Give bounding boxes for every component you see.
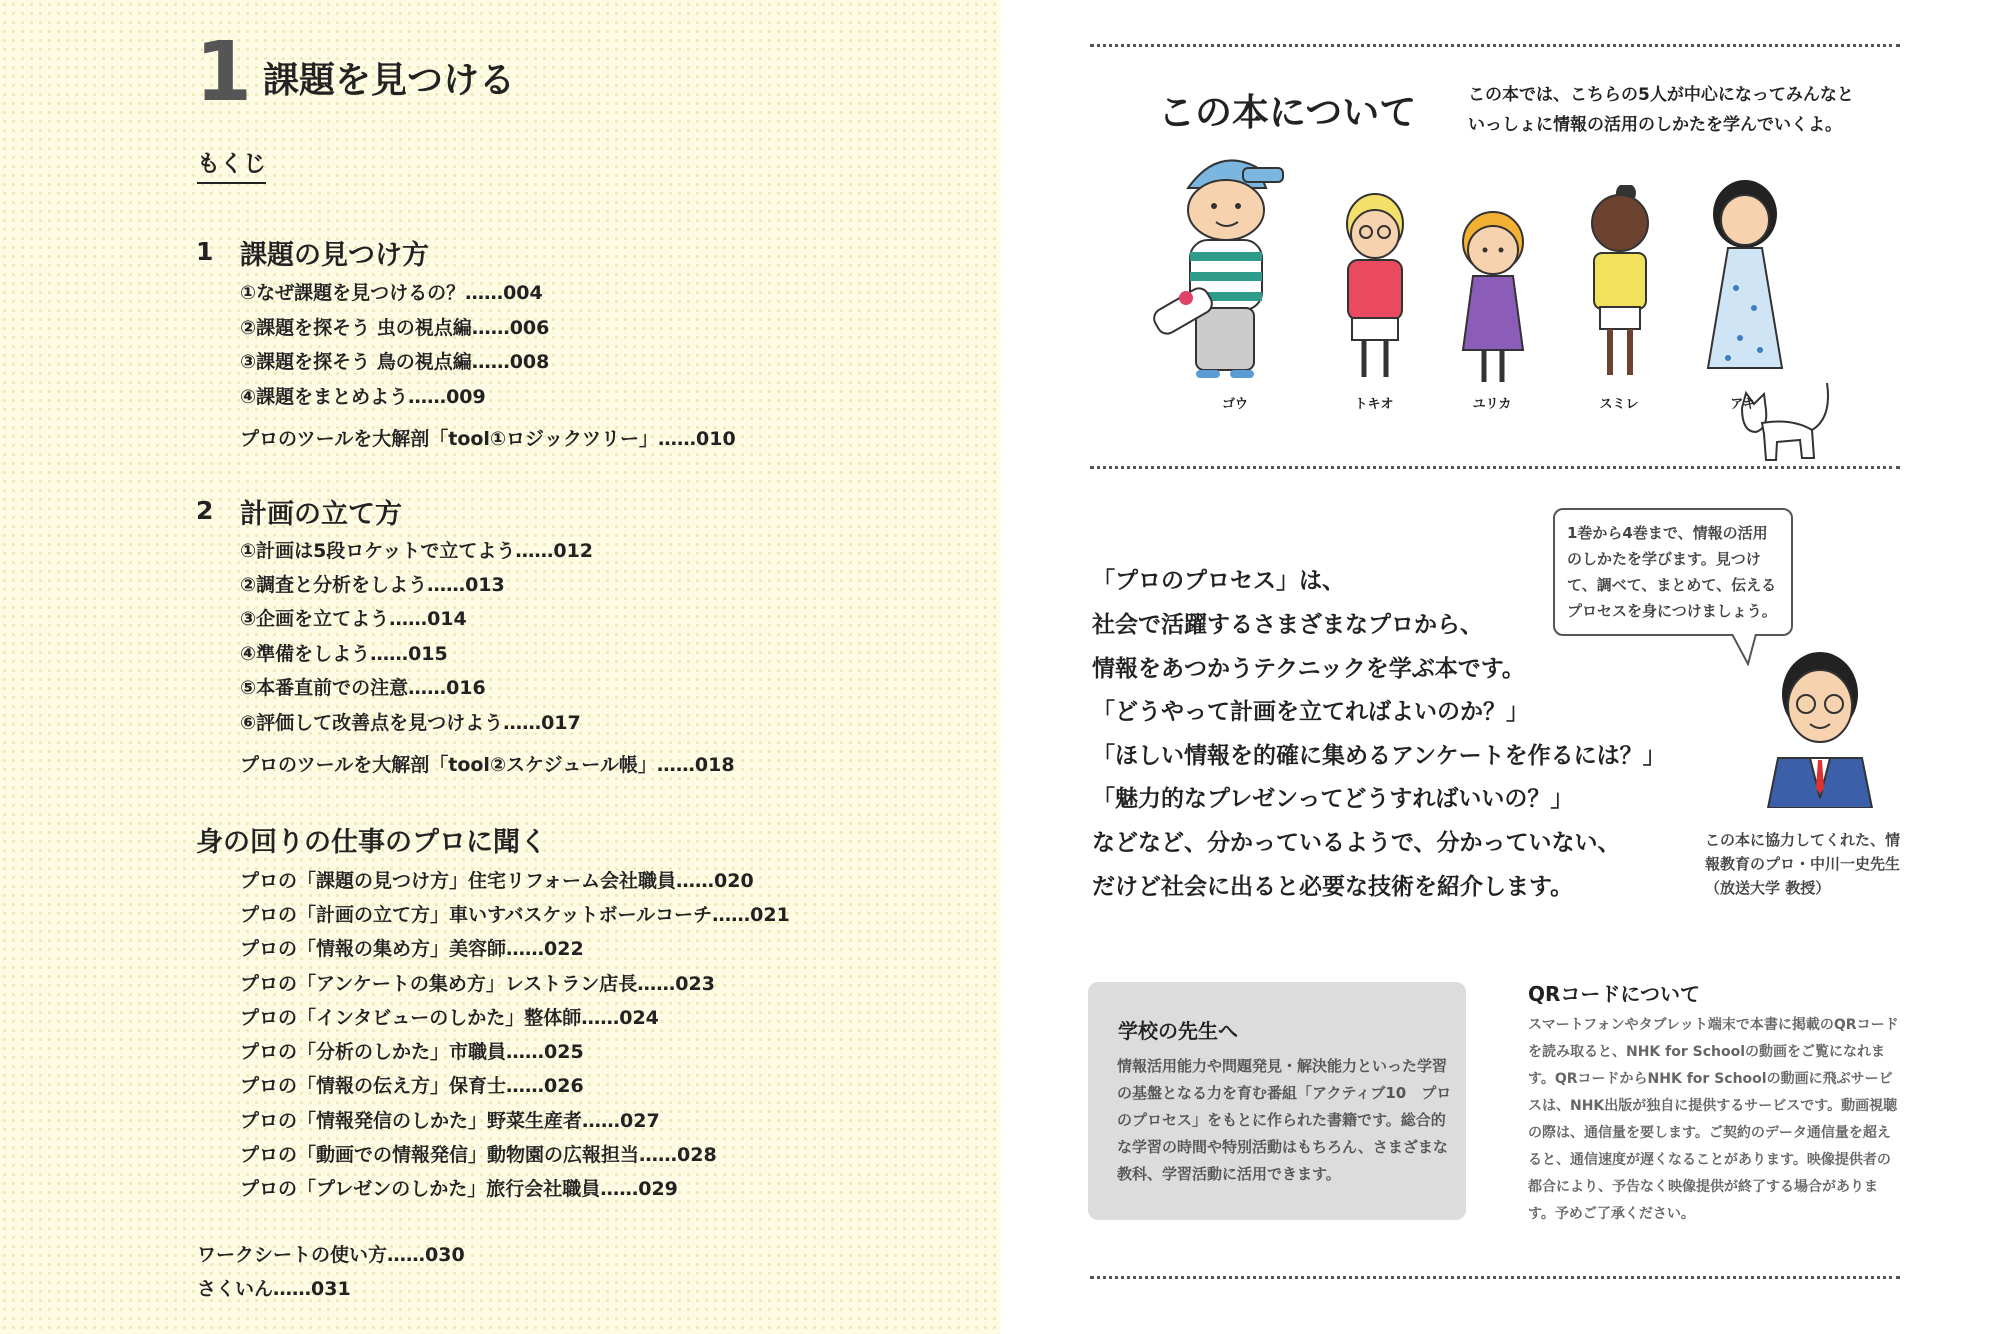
toc-item[interactable]: ③課題を探そう 鳥の視点編……008 [240,351,550,373]
character-yurika-illustration [1448,210,1538,395]
toc-heading: もくじ [197,145,266,184]
speech-bubble: 1巻から4巻まで、情報の活用のしかたを学びます。見つけて、調べて、まとめて、伝えるプロセスを身につけましょう。 [1553,508,1793,636]
toc-pro-item[interactable]: プロの「情報の伝え方」保育士……026 [240,1075,584,1097]
toc-item[interactable]: ⑥評価して改善点を見つけよう……017 [240,712,581,734]
section-number: 1 [196,237,214,266]
character-name: スミレ [1599,397,1639,412]
qr-heading: QRコードについて [1528,982,1701,1006]
intro-line: 「魅力的なプレゼンってどうすればいいの？」 [1092,786,1574,812]
character-sumire-illustration [1570,185,1670,390]
toc-pro-item[interactable]: プロの「情報の集め方」美容師……022 [240,938,584,960]
toc-item[interactable]: ④課題をまとめよう……009 [240,386,486,408]
toc-item[interactable]: ③企画を立てよう……014 [240,608,467,630]
character-aki-illustration [1700,178,1790,393]
intro-line: などなど、分かっているようで、分かっていない、 [1092,830,1621,856]
toc-item[interactable]: ⑤本番直前での注意……016 [240,677,486,699]
character-name: ゴウ [1221,397,1248,412]
toc-pro-item[interactable]: プロの「計画の立て方」車いすバスケットボールコーチ……021 [240,904,790,926]
dotted-divider [1090,1276,1900,1279]
intro-line: 「どうやって計画を立てればよいのか？」 [1092,699,1529,725]
toc-item[interactable]: ②調査と分析をしよう……013 [240,574,505,596]
intro-line: 社会で活躍するさまざまなプロから、 [1092,612,1483,638]
toc-pro-item[interactable]: プロの「課題の見つけ方」住宅リフォーム会社職員……020 [240,870,754,892]
speech-bubble-tail [1730,634,1760,666]
teachers-text: 情報活用能力や問題発見・解決能力といった学習の基盤となる力を育む番組「アクティブ10 プロのプロセス」をもとに作られた書籍です。総合的な学習の時間や特別活動はもちろん、さまざまな教科、学習活動に活用できます。 [1117,1057,1452,1183]
chapter-number: 1 [195,25,253,120]
character-name: トキオ [1354,397,1394,412]
toc-item[interactable]: ①なぜ課題を見つけるの？……004 [240,282,543,304]
toc-pro-item[interactable]: プロの「プレゼンのしかた」旅行会社職員……029 [240,1178,678,1200]
character-go-illustration [1148,148,1308,393]
toc-pro-item[interactable]: プロの「情報発信のしかた」野菜生産者……027 [240,1110,660,1132]
toc-tool-item[interactable]: プロのツールを大解剖「tool①ロジックツリー」……010 [240,428,736,450]
intro-line: 「プロのプロセス」は、 [1092,568,1345,594]
toc-extra-item[interactable]: ワークシートの使い方……030 [197,1244,465,1266]
about-title: この本について [1158,91,1417,134]
section-title: 計画の立て方 [240,499,402,530]
dotted-divider [1090,44,1900,47]
character-name: ユリカ [1472,397,1512,412]
section-title: 課題の見つけ方 [240,240,429,271]
about-description: この本では、こちらの5人が中心になってみんなといっしょに情報の活用のしかたを学んでいくよ。 [1468,85,1854,135]
intro-line: 「ほしい情報を的確に集めるアンケートを作るには？」 [1092,743,1666,769]
toc-item[interactable]: ①計画は5段ロケットで立てよう……012 [240,540,594,562]
intro-line: 情報をあつかうテクニックを学ぶ本です。 [1092,656,1525,682]
teachers-heading: 学校の先生へ [1118,1019,1238,1043]
toc-item[interactable]: ④準備をしよう……015 [240,643,448,665]
toc-tool-item[interactable]: プロのツールを大解剖「tool②スケジュール帳」……018 [240,754,735,776]
intro-line: だけど社会に出ると必要な技術を紹介します。 [1092,874,1574,900]
toc-item[interactable]: ②課題を探そう 虫の視点編……006 [240,317,550,339]
teacher-illustration [1758,648,1883,808]
section-number: 2 [196,496,214,525]
chapter-title: 課題を見つける [263,60,516,101]
toc-pro-item[interactable]: プロの「動画での情報発信」動物園の広報担当……028 [240,1144,717,1166]
qr-text: スマートフォンやタブレット端末で本書に掲載のQRコードを読み取ると、NHK for Schoolの動画をご覧になれます。QRコードからNHK for Schoolの動画に飛ぶサービスは、NHK出版が独自に提供するサービスです。動画視聴の際は、通信量を要します。ご契約のデータ通信量を超えると、通信速度が遅くなることがあります。映像提供者の都合により、予告なく映像提供が終了する場合があります。予めご了承ください。 [1528,1017,1899,1222]
character-tokio-illustration [1330,192,1420,392]
toc-pro-item[interactable]: プロの「分析のしかた」市職員……025 [240,1041,584,1063]
pro-section-title: 身の回りの仕事のプロに聞く [196,827,547,858]
toc-pro-item[interactable]: プロの「アンケートの集め方」レストラン店長……023 [240,973,715,995]
toc-extra-item[interactable]: さくいん……031 [197,1278,351,1300]
teacher-caption: この本に協力してくれた、情報教育のプロ・中川一史先生（放送大学 教授） [1705,831,1901,897]
character-name: アキ [1730,397,1756,412]
toc-pro-item[interactable]: プロの「インタビューのしかた」整体師……024 [240,1007,659,1029]
